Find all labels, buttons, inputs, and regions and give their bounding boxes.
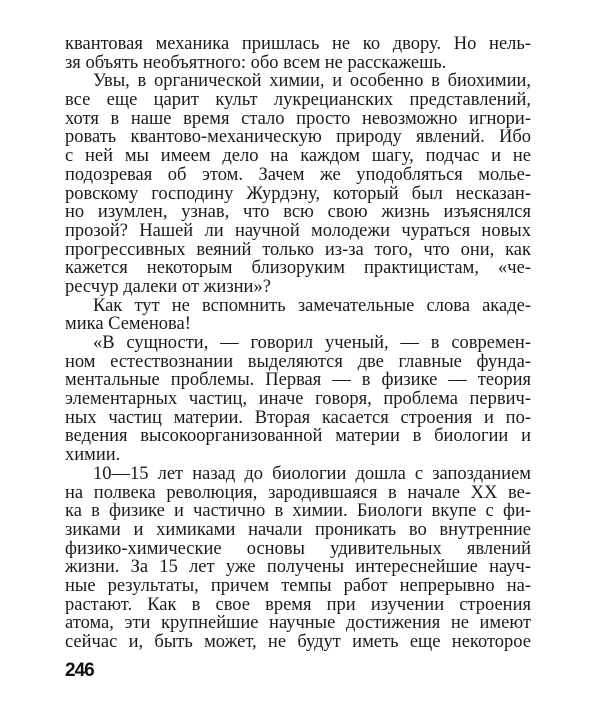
text-line: 10—15 лет назад до биологии дошла с запозданием: [93, 463, 531, 484]
text-line: химии.: [65, 445, 121, 466]
text-line: Как тут не вспомнить замечательные слова акаде-: [93, 295, 531, 316]
text-line: ных частиц материи. Вторая касается строения и по-: [65, 407, 531, 428]
text-line: ном естествознании выделяются две главные фунда-: [65, 351, 531, 372]
text-line: элементарных частиц, иначе говоря, проблема первич-: [65, 389, 531, 410]
text-line: ка в физике и частично в химии. Биологи вкупе с фи-: [65, 501, 531, 522]
text-line: ресчур далеки от жизни»?: [65, 276, 271, 297]
text-line: растают. Как в свое время при изучении строения: [65, 594, 531, 615]
text-line: ментальные проблемы. Первая — в физике — теория: [65, 370, 531, 391]
text-line: хотя в наше время стало просто невозможно игнори-: [65, 108, 531, 129]
text-line: ровскому господину Журдэну, который был несказан-: [65, 183, 531, 204]
text-line: ведения высокоорганизованной материи в биологии и: [65, 426, 531, 447]
text-line: кажется некоторым близоруким практицистам, «че-: [65, 258, 531, 279]
text-line: ровать квантово-механическую природу явлений. Ибо: [65, 127, 531, 148]
text-line: зиками и химиками начали проникать во внутренние: [65, 519, 531, 540]
text-line: прогрессивных веяний только из-за того, что они, как: [65, 239, 531, 260]
text-line: с ней мы имеем дело на каждом шагу, подчас и не: [65, 146, 531, 167]
text-line: квантовая механика пришлась не ко двору. Но нель-: [65, 34, 531, 54]
text-line: сейчас и, быть может, не будут иметь еще некоторое: [65, 632, 531, 652]
text-line: подозревая об этом. Зачем же уподобляться молье-: [65, 164, 531, 185]
text-line: «В сущности, — говорил ученый, — в современ-: [93, 333, 531, 353]
text-line: ные результаты, причем темпы работ непрерывно на-: [65, 575, 531, 596]
paragraph: [65, 465, 531, 652]
text-line: все еще царит культ лукрецианских представлений,: [65, 90, 531, 111]
text-line: но изумлен, узнав, что всю свою жизнь изъяснялся: [65, 202, 531, 223]
paragraph: [65, 72, 531, 296]
paragraph: [65, 334, 531, 465]
paragraph: [65, 35, 531, 72]
paragraph: [65, 297, 531, 334]
page-number: 246: [65, 660, 94, 681]
text-line: зя объять необъятного: обо всем не расскажешь.: [65, 52, 447, 73]
text-line: прозой? Нашей ли научной молодежи чураться новых: [65, 220, 531, 241]
text-line: атома, эти крупнейшие научные достижения не имеют: [65, 613, 531, 634]
text-line: мика Семенова!: [65, 314, 191, 335]
page-body: [65, 35, 531, 652]
text-line: Увы, в органической химии, и особенно в биохимии,: [93, 71, 531, 92]
text-line: на полвека революция, зародившаяся в начале XX ве-: [65, 482, 531, 503]
text-line: жизни. За 15 лет уже получены интереснейшие науч-: [65, 557, 531, 578]
text-line: физико-химические основы удивительных явлений: [65, 538, 531, 559]
